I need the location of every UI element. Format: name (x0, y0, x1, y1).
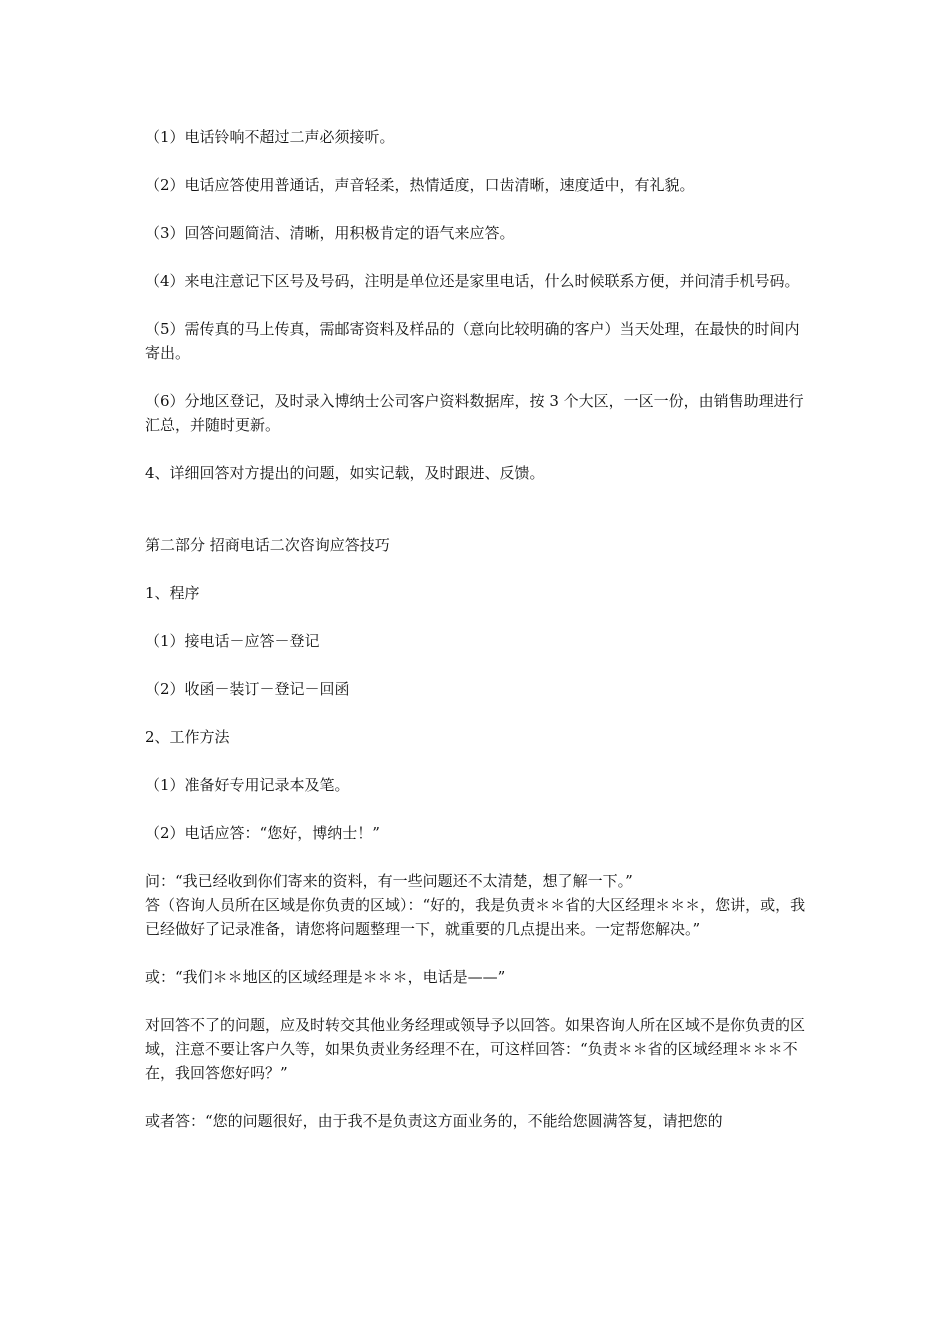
paragraph-procedure-2: （2）收函－装订－登记－回函 (145, 680, 350, 698)
paragraph-method-1: （1）准备好专用记录本及笔。 (145, 776, 350, 794)
paragraph-answer-rule-3: （3）回答问题简洁、清晰，用积极肯定的语气来应答。 (145, 224, 515, 242)
paragraph-procedure-1: （1）接电话－应答－登记 (145, 632, 320, 650)
paragraph-answer-rule-4: （4）来电注意记下区号及号码，注明是单位还是家里电话，什么时候联系方便，并问清手机号码。 (145, 272, 800, 290)
paragraph-question: 问：“我已经收到你们寄来的资料，有一些问题还不太清楚，想了解一下。” (145, 872, 633, 890)
subheading-work-method: 2、工作方法 (145, 728, 230, 746)
paragraph-or-reply: 或者答：“您的问题很好，由于我不是负责这方面业务的，不能给您圆满答复，请把您的 (145, 1112, 723, 1130)
paragraph-answer-rule-1: （1）电话铃响不超过二声必须接听。 (145, 128, 395, 146)
paragraph-answer-rule-2: （2）电话应答使用普通话，声音轻柔，热情适度，口齿清晰，速度适中，有礼貌。 (145, 176, 695, 194)
paragraph-item-4: 4、详细回答对方提出的问题，如实记载，及时跟进、反馈。 (145, 464, 545, 482)
section-heading-part-two: 第二部分 招商电话二次咨询应答技巧 (145, 536, 390, 554)
document-page (145, 125, 810, 1133)
paragraph-transfer-note: 对回答不了的问题，应及时转交其他业务经理或领导予以回答。如果咨询人所在区域不是你负责的区域，注意不要让客户久等，如果负责业务经理不在，可这样回答：“负责＊＊省的区域经理＊＊＊不在，我回答您好吗？” (145, 1016, 806, 1082)
paragraph-or-answer: 或：“我们＊＊地区的区域经理是＊＊＊，电话是——” (145, 968, 506, 986)
paragraph-answer-rule-5: （5）需传真的马上传真，需邮寄资料及样品的（意向比较明确的客户）当天处理，在最快的时间内寄出。 (145, 320, 800, 362)
paragraph-answer: 答（咨询人员所在区域是你负责的区域）：“好的，我是负责＊＊省的大区经理＊＊＊，您讲，或，我已经做好了记录准备，请您将问题整理一下，就重要的几点提出来。一定帮您解决。” (145, 896, 806, 938)
subheading-procedure: 1、程序 (145, 584, 200, 602)
paragraph-method-2: （2）电话应答：“您好，博纳士！” (145, 824, 380, 842)
paragraph-answer-rule-6: （6）分地区登记，及时录入博纳士公司客户资料数据库，按 3 个大区，一区一份，由销售助理进行汇总，并随时更新。 (145, 392, 804, 434)
